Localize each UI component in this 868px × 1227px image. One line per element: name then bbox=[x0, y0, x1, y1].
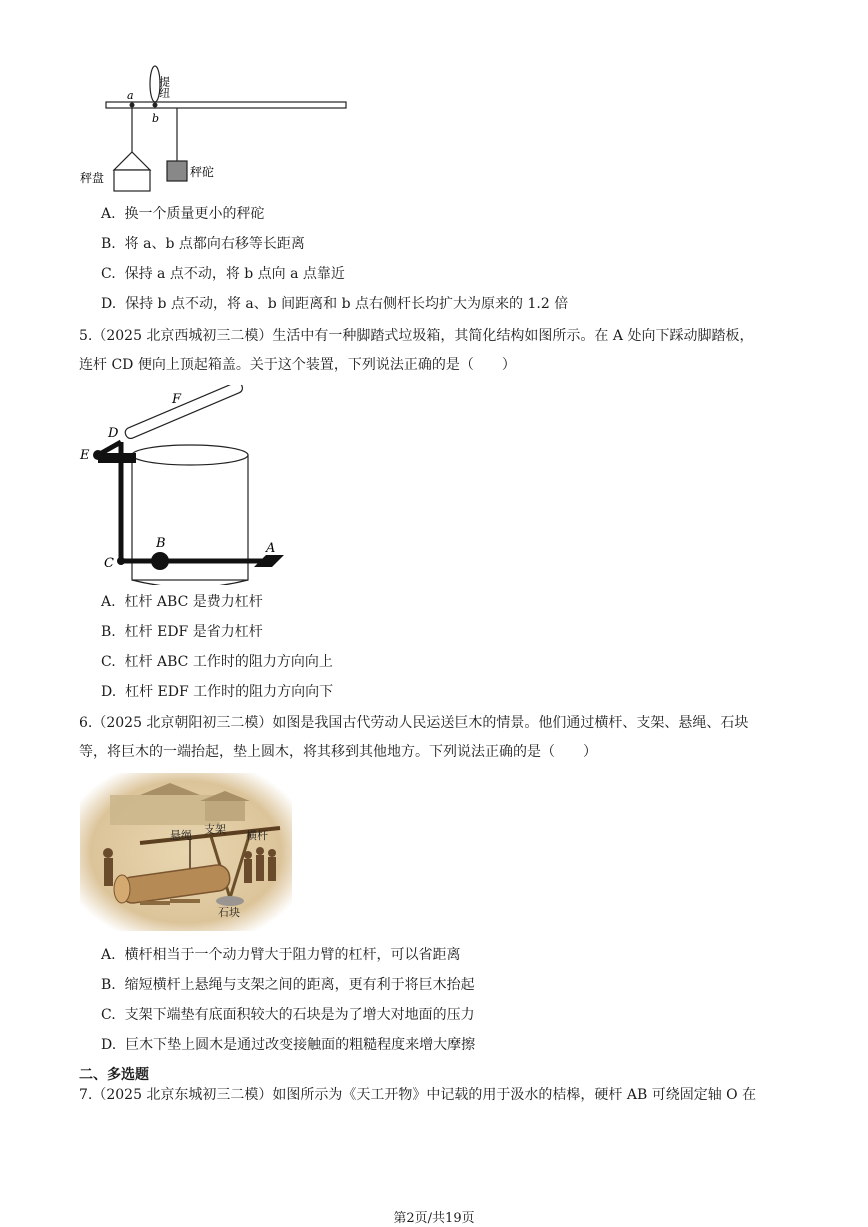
q5-option-d[interactable]: D. 杠杆 EDF 工作时的阻力方向向下 bbox=[101, 684, 334, 700]
label-a: a bbox=[127, 89, 134, 102]
q6-stem-line1: 6.（2025 北京朝阳初三二模）如图是我国古代劳动人民运送巨木的情景。他们通过横杆、支架、悬绳、石块 bbox=[79, 715, 749, 731]
q6-option-a[interactable]: A. 横杆相当于一个动力臂大于阻力臂的杠杆，可以省距离 bbox=[101, 947, 461, 963]
label-E: E bbox=[80, 448, 90, 463]
q5-stem-line2: 连杆 CD 便向上顶起箱盖。关于这个装置，下列说法正确的是（ ） bbox=[79, 357, 516, 373]
q4-option-c[interactable]: C. 保持 a 点不动，将 b 点向 a 点靠近 bbox=[101, 266, 345, 282]
q6-option-b[interactable]: B. 缩短横杆上悬绳与支架之间的距离，更有利于将巨木抬起 bbox=[101, 977, 475, 993]
label-B: B bbox=[156, 536, 166, 551]
label-tiniu: 提纽 bbox=[157, 76, 171, 98]
q4-option-a[interactable]: A. 换一个质量更小的秤砣 bbox=[101, 206, 265, 222]
q6-option-d[interactable]: D. 巨木下垫上圆木是通过改变接触面的粗糙程度来增大摩擦 bbox=[101, 1037, 476, 1053]
q5-stem-line1: 5.（2025 北京西城初三二模）生活中有一种脚踏式垃圾箱，其简化结构如图所示。在 A 处向下踩动脚踏板， bbox=[79, 328, 754, 344]
photo-label-stone: 石块 bbox=[218, 906, 240, 919]
page-footer: 第2页/共19页 bbox=[393, 1211, 475, 1226]
q6-stem-line2: 等，将巨木的一端抬起，垫上圆木，将其移到其他地方。下列说法正确的是（ ） bbox=[79, 744, 597, 760]
photo-label-rope: 悬绳 bbox=[170, 829, 192, 842]
label-D: D bbox=[108, 426, 119, 441]
q5-option-a[interactable]: A. 杠杆 ABC 是费力杠杆 bbox=[101, 594, 263, 610]
trash-bin-figure bbox=[76, 385, 296, 585]
steelyard-figure bbox=[76, 58, 356, 198]
label-C: C bbox=[104, 556, 114, 571]
label-weight: 秤砣 bbox=[190, 165, 215, 179]
q5-option-c[interactable]: C. 杠杆 ABC 工作时的阻力方向向上 bbox=[101, 654, 333, 670]
photo-label-bar: 横杆 bbox=[246, 829, 268, 842]
q4-option-b[interactable]: B. 将 a、b 点都向右移等长距离 bbox=[101, 236, 305, 252]
label-F: F bbox=[172, 392, 182, 407]
section-title-multiple-choice: 二、多选题 bbox=[79, 1067, 149, 1083]
label-pan: 秤盘 bbox=[80, 171, 105, 185]
q5-option-b[interactable]: B. 杠杆 EDF 是省力杠杆 bbox=[101, 624, 263, 640]
photo-label-frame: 支架 bbox=[204, 823, 226, 836]
q4-option-d[interactable]: D. 保持 b 点不动，将 a、b 间距离和 b 点右侧杆长均扩大为原来的 1.2 倍 bbox=[101, 296, 569, 312]
q6-option-c[interactable]: C. 支架下端垫有底面积较大的石块是为了增大对地面的压力 bbox=[101, 1007, 475, 1023]
label-A: A bbox=[266, 541, 276, 556]
label-b: b bbox=[152, 112, 160, 125]
q7-stem-line1: 7.（2025 北京东城初三二模）如图所示为《天工开物》中记载的用于汲水的桔槔，硬杆 AB 可绕固定轴 O 在 bbox=[79, 1087, 757, 1103]
ancient-log-transport-image bbox=[80, 773, 292, 931]
